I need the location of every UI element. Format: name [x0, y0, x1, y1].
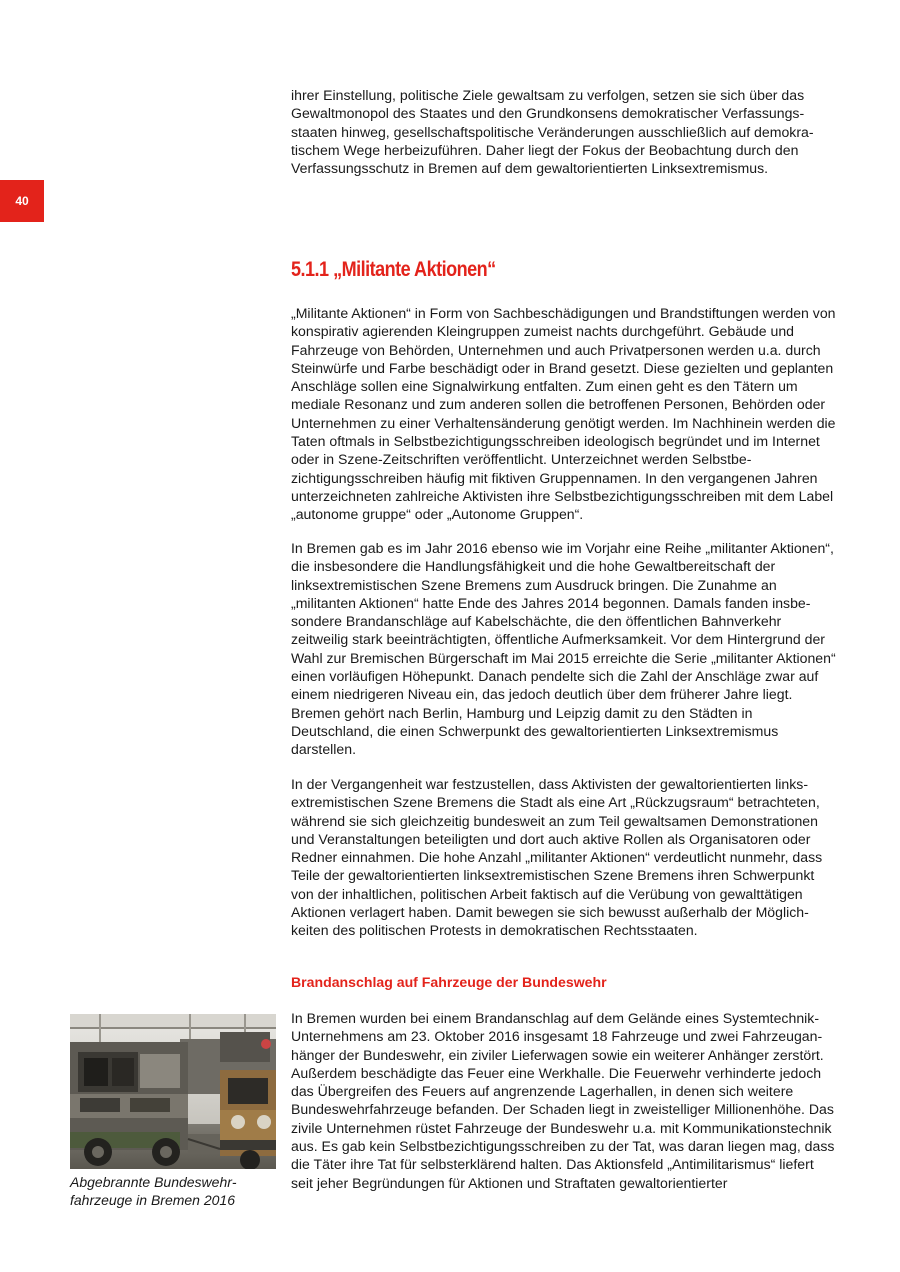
subsection-heading: Brandanschlag auf Fahrzeuge der Bundeswehr — [291, 974, 607, 990]
intro-block — [291, 86, 836, 177]
section-paragraph: In der Vergangenheit war festzustellen, dass Aktivisten der gewaltorientierten linksextremistischen Szene Bremens die Stadt als eine Art „Rückzugsraum“ betrachteten, während sie sich gleichzeitig bundesweit an zum Teil gewaltsamen Demonstrationen und Veranstaltungen beteiligten und dort auch aktive Rollen als Organisatoren oder Redner einnahmen. Die hohe Anzahl „militanter Aktionen“ verdeutlicht nunmehr, dass Teile der gewaltorientierten linksextremistischen Szene Bremens ihren Schwerpunkt von der inhaltlichen, politischen Arbeit faktisch auf die Verübung von gewalttätigen Aktionen verlagert haben. Damit bewegen sie sich bewusst außerhalb der Möglichkeiten des politischen Protests in demokratischen Rechtsstaaten. — [291, 776, 823, 939]
burned-vehicles-illustration — [70, 1014, 276, 1169]
section-paragraph: In Bremen gab es im Jahr 2016 ebenso wie im Vorjahr eine Reihe „militanter Aktionen“, die insbesondere die Handlungsfähigkeit und die hohe Gewaltbereitschaft der linksextremistischen Szene Bremens zum Ausdruck bringen. Die Zunahme an „militanten Aktionen“ hatte Ende des Jahres 2014 begonnen. Damals fanden insbesondere Brandanschläge auf Kabelschächte, die den öffentlichen Bahnverkehr zeitweilig stark beeinträchtigten, öffentliche Aufmerksamkeit. Vor dem Hintergrund der Wahl zur Bremischen Bürgerschaft im Mai 2015 erreichte die Serie „militanter Aktionen“ einen vorläufigen Höhepunkt. Danach pendelte sich die Zahl der Anschläge zwar auf einem niedrigeren Niveau ein, das jedoch deutlich über dem früherer Jahre liegt. Bremen gehört nach Berlin, Hamburg und Leipzig damit zu den Städten in Deutschland, die einen Schwerpunkt des gewaltorientierten Linksextremismus darstellen. — [291, 540, 836, 758]
section-paragraph: „Militante Aktionen“ in Form von Sachbeschädigungen und Brandstiftungen werden von konspirativ agierenden Kleingruppen zumeist nachts durchgeführt. Gebäude und Fahrzeuge von Behörden, Unternehmen und auch Privatpersonen werden u.a. durch Steinwürfe und Farbe beschädigt oder in Brand gesetzt. Diese gezielten und geplanten Anschläge sollen eine Signalwirkung entfalten. Zum einen geht es den Tätern um mediale Resonanz und zum anderen sollen die betroffenen Personen, Behörden oder Unternehmen zu einer Verhaltensänderung genötigt werden. Im Nachhinein werden die Taten oftmals in Selbstbezichtigungsschreiben ideologisch begründet und im Internet oder in Szene-Zeitschriften veröffentlicht. Unterzeichnet werden Selbstbezichtigungsschreiben häufig mit fiktiven Gruppennamen. In den vergangenen Jahren unterzeichneten zahlreiche Aktivisten ihre Selbstbezichtigungsschreiben mit dem Label „autonome gruppe“ oder „Autonome Gruppen“. — [291, 305, 836, 523]
page-number: 40 — [0, 180, 44, 222]
subsection-paragraph: In Bremen wurden bei einem Brandanschlag auf dem Gelände eines Systemtechnik-Unternehmens am 23. Oktober 2016 insgesamt 18 Fahrzeuge und zwei Fahrzeuganhänger der Bundeswehr, ein ziviler Lieferwagen sowie ein weiterer Anhänger zerstört. Außerdem beschädigte das Feuer eine Werkhalle. Die Feuerwehr verhinderte jedoch das Übergreifen des Feuers auf angrenzende Lagerhallen, in denen sich weitere Bundeswehrfahrzeuge befanden. Der Schaden liegt in zweistelliger Millionenhöhe. Das zivile Unternehmen rüstet Fahrzeuge der Bundeswehr u.a. mit Kommunikationstechnik aus. Es gab kein Selbstbezichtigungsschreiben zu der Tat, was daran liegen mag, dass die Täter ihre Tat für selbsterklärend halten. Das Aktionsfeld „Antimilitarismus“ liefert seit jeher Begründungen für Aktionen und Straftaten gewaltorientierter — [291, 1010, 835, 1191]
section-paragraph-3-block — [291, 775, 836, 940]
intro-paragraph: ihrer Einstellung, politische Ziele gewaltsam zu verfolgen, setzen sie sich über das Gewaltmonopol des Staates und den Grundkonsens demokratischer Verfassungsstaaten hinweg, gesellschaftspolitische Veränderungen ausschließlich auf demokratischem Wege herbeizuführen. Daher liegt der Fokus der Beobachtung durch den Verfassungsschutz in Bremen auf dem gewaltorientierten Linksextremismus. — [291, 87, 814, 177]
section-paragraph-2-block — [291, 539, 836, 759]
section-paragraph-1-block — [291, 304, 836, 524]
figure-caption: Abgebrannte Bundeswehrfahrzeuge in Bremen 2016 — [70, 1174, 237, 1208]
burned-vehicles-photo — [70, 1014, 276, 1169]
section-heading: 5.1.1 „Militante Aktionen“ — [291, 258, 496, 281]
subsection-paragraph-block — [291, 1009, 836, 1192]
